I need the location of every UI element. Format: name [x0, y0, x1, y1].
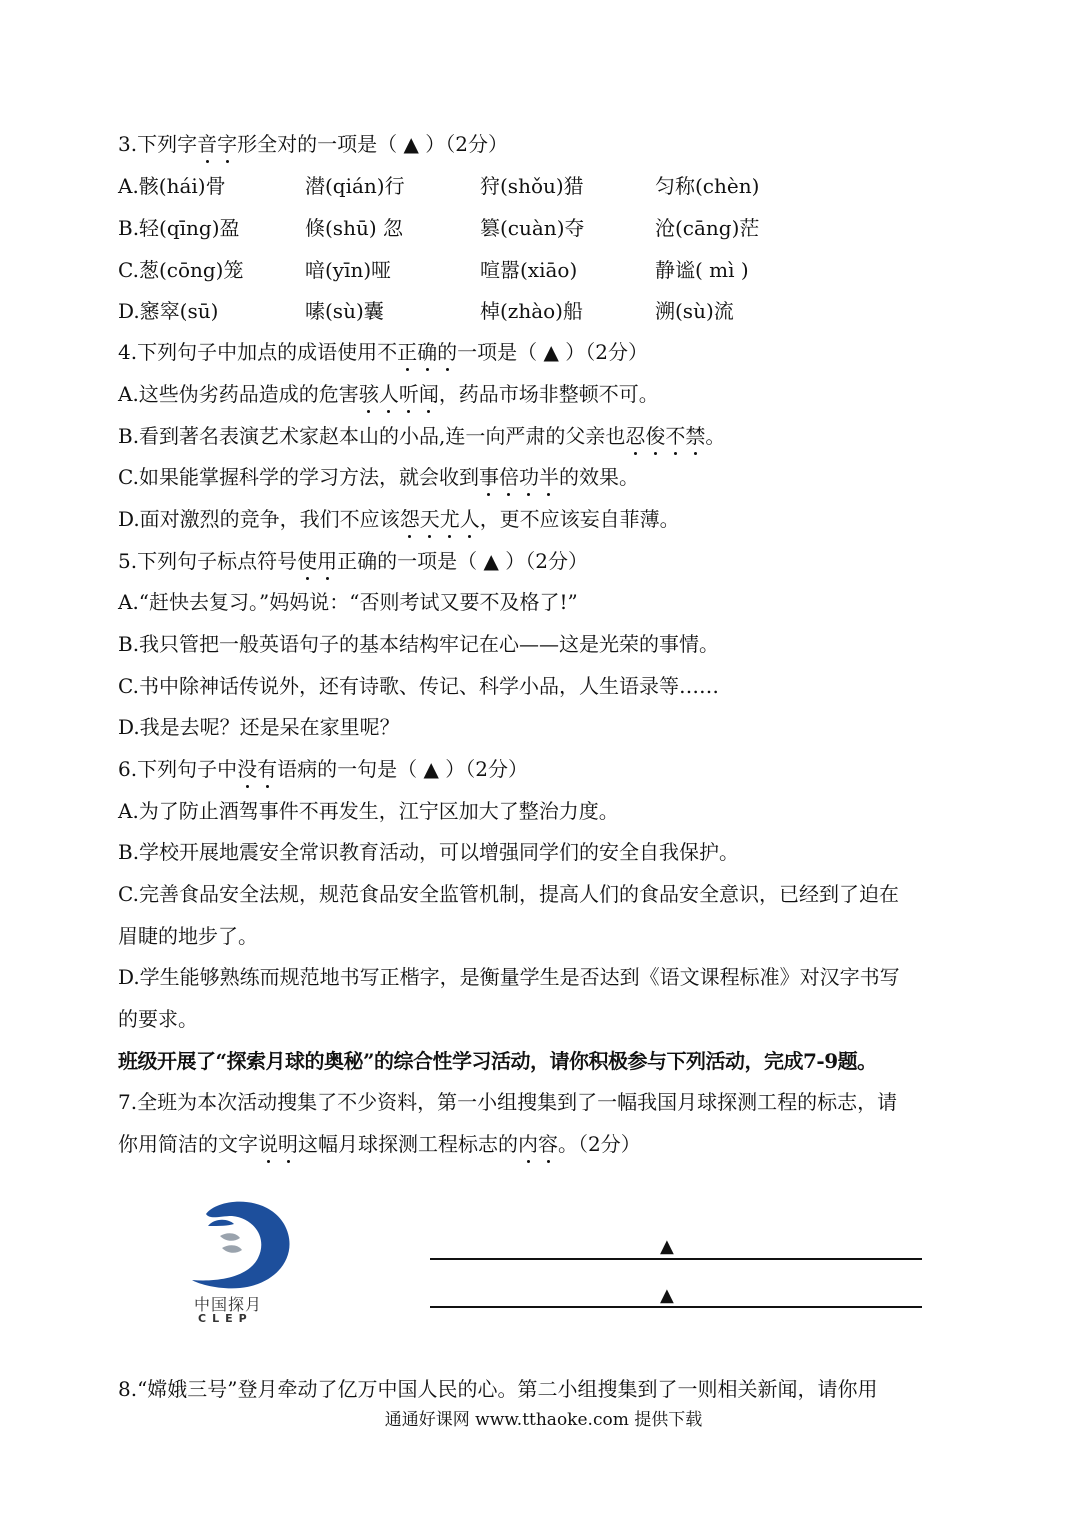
- q3-option-cell: 倏(shū) 忽: [305, 216, 403, 240]
- q5-stem: 5.下列句子标点符号使用正确的一项是（ ▲ ）（2分）: [118, 549, 588, 573]
- q3-stem: 3.下列字音字形全对的一项是（ ▲ ）（2分）: [118, 132, 508, 156]
- dotted-idiom: 事倍功半: [478, 465, 559, 489]
- q6-option-a: A.为了防止酒驾事件不再发生，江宁区加大了整治力度。: [118, 799, 619, 823]
- q3-option-cell: 喑(yīn)哑: [305, 258, 392, 282]
- q4-option-a: A.这些伪劣药品造成的危害骇人听闻，药品市场非整顿不可。: [118, 382, 659, 406]
- q3-option-cell: 静谧( mì ): [655, 258, 749, 282]
- q5-option-b: B.我只管把一般英语句子的基本结构牢记在心——这是光荣的事情。: [118, 632, 720, 656]
- answer-mark-1: ▲: [660, 1236, 674, 1257]
- q5-option-c: C.书中除神话传说外，还有诗歌、传记、科学小品，人生语录等……: [118, 674, 719, 698]
- q3-option-cell: C.葱(cōng)笼: [118, 258, 244, 282]
- q4-option-c: C.如果能掌握科学的学习方法，就会收到事倍功半的效果。: [118, 465, 639, 489]
- logo-text-en: CLEP: [198, 1312, 253, 1325]
- q4-option-d: D.面对激烈的竞争，我们不应该怨天尤人，更不应该妄自菲薄。: [118, 507, 680, 531]
- answer-mark-2: ▲: [660, 1285, 674, 1306]
- q8-line1: 8.“嫦娥三号”登月牵动了亿万中国人民的心。第二小组搜集到了一则相关新闻，请你用: [118, 1377, 878, 1401]
- q3-option-cell: A.骸(hái)骨: [118, 174, 226, 198]
- section-heading: 班级开展了“探索月球的奥秘”的综合性学习活动，请你积极参与下列活动，完成7-9题。: [118, 1049, 877, 1073]
- q3-option-cell: B.轻(qīng)盈: [118, 216, 240, 240]
- q4-option-b: B.看到著名表演艺术家赵本山的小品,连一向严肃的父亲也忍俊不禁。: [118, 424, 726, 448]
- q7-line2: 你用简洁的文字说明这幅月球探测工程标志的内容。（2分）: [118, 1132, 641, 1156]
- q3-option-cell: 篡(cuàn)夺: [480, 216, 585, 240]
- q3-option-cell: 狩(shǒu)猎: [480, 174, 584, 198]
- q3-option-cell: 溯(sù)流: [655, 299, 734, 323]
- dotted-idiom: 怨天尤人: [399, 507, 480, 531]
- q3-option-cell: 嗉(sù)囊: [305, 299, 384, 323]
- q3-option-cell: 棹(zhào)船: [480, 299, 583, 323]
- q5-option-a: A.“赶快去复习。”妈妈说：“否则考试又要不及格了!”: [118, 590, 578, 614]
- clep-logo: [188, 1192, 298, 1327]
- q6-option-c-line2: 眉睫的地步了。: [118, 924, 258, 948]
- q3-option-cell: 匀称(chèn): [655, 174, 760, 198]
- q6-option-d-line1: D.学生能够熟练而规范地书写正楷字，是衡量学生是否达到《语文课程标准》对汉字书写: [118, 965, 900, 989]
- q6-option-d-line2: 的要求。: [118, 1007, 198, 1031]
- q3-option-cell: 沧(cāng)茫: [655, 216, 760, 240]
- q3-option-cell: D.窸窣(sū): [118, 299, 219, 323]
- moon-logo-icon: [188, 1192, 298, 1292]
- answer-line-1[interactable]: [430, 1258, 922, 1260]
- q3-option-cell: 潜(qián)行: [305, 174, 405, 198]
- dotted-idiom: 骇人听闻: [358, 382, 439, 406]
- q6-option-b: B.学校开展地震安全常识教育活动，可以增强同学们的安全自我保护。: [118, 840, 740, 864]
- dotted-idiom: 忍俊不禁: [625, 424, 706, 448]
- q3-option-cell: 喧嚣(xiāo): [480, 258, 578, 282]
- q5-option-d: D.我是去呢？还是呆在家里呢？: [118, 715, 400, 739]
- q7-line1: 7.全班为本次活动搜集了不少资料，第一小组搜集到了一幅我国月球探测工程的标志，请: [118, 1090, 898, 1114]
- footer: 通通好课网 www.tthaoke.com 提供下载: [384, 1410, 703, 1430]
- q6-option-c-line1: C.完善食品安全法规，规范食品安全监管机制，提高人们的食品安全意识，已经到了迫在: [118, 882, 899, 906]
- logo-text-cn: 中国探月: [194, 1295, 263, 1314]
- answer-line-2[interactable]: [430, 1306, 922, 1308]
- q6-stem: 6.下列句子中没有语病的一句是（ ▲ ）（2分）: [118, 757, 528, 781]
- q4-stem: 4.下列句子中加点的成语使用不正确的一项是（ ▲ ）（2分）: [118, 340, 648, 364]
